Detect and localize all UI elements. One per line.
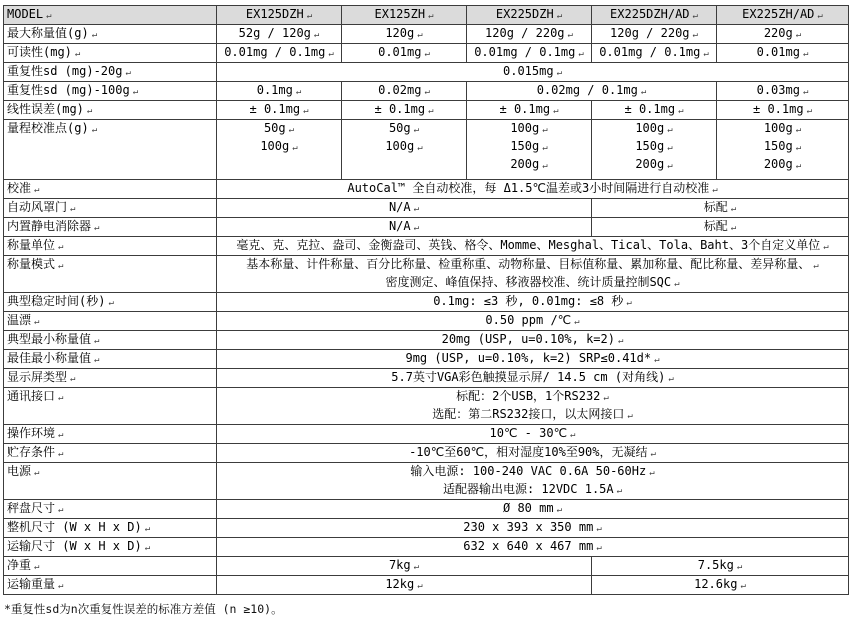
- spec-value: 0.1mg ↵: [217, 82, 342, 101]
- spec-value: 0.50 ppm /℃ ↵: [217, 312, 849, 331]
- row-power: [4, 463, 849, 500]
- spec-value: 0.1mg: ≤3 秒, 0.01mg: ≤8 秒 ↵: [217, 293, 849, 312]
- row-label: 可读性(mg) ↵: [4, 44, 217, 63]
- header-model-label: MODEL ↵: [4, 6, 217, 25]
- spec-value: 输入电源: 100-240 VAC 0.6A 50-60Hz ↵ 适配器输出电源: 12VDC 1.5A ↵: [217, 463, 849, 500]
- spec-value: 标配 ↵: [592, 218, 849, 237]
- row-label: 重复性sd (mg)-100g ↵: [4, 82, 217, 101]
- row-label: 最佳最小称量值 ↵: [4, 350, 217, 369]
- spec-table: [3, 5, 849, 595]
- row-label: 最大称量值(g) ↵: [4, 25, 217, 44]
- header-model-ex225zh-ad: EX225ZH/AD ↵: [717, 6, 849, 25]
- row-span-calibration-points: [4, 120, 849, 180]
- spec-value: 0.02mg ↵: [342, 82, 467, 101]
- row-optimal-min-weight: [4, 350, 849, 369]
- spec-value: 120g / 220g ↵: [592, 25, 717, 44]
- row-stabilization-time: [4, 293, 849, 312]
- row-label: 校准 ↵: [4, 180, 217, 199]
- spec-value: N/A ↵: [217, 199, 592, 218]
- spec-value: 0.01mg / 0.1mg ↵: [467, 44, 592, 63]
- row-label: 操作环境 ↵: [4, 425, 217, 444]
- row-label: 典型最小称量值 ↵: [4, 331, 217, 350]
- spec-value: 100g ↵ 150g ↵ 200g ↵: [467, 120, 592, 180]
- spec-value: 7kg ↵: [217, 557, 592, 576]
- spec-value: 0.03mg ↵: [717, 82, 849, 101]
- row-label: 电源 ↵: [4, 463, 217, 500]
- spec-value: 基本称量、计件称量、百分比称量、检重称重、动物称量、目标值称量、累加称量、配比称量、差异称量、 ↵ 密度测定、峰值保持、移液器校准、统计质量控制SQC ↵: [217, 256, 849, 293]
- spec-value: 100g ↵ 150g ↵ 200g ↵: [717, 120, 849, 180]
- row-label: 自动风罩门 ↵: [4, 199, 217, 218]
- spec-value: 230 x 393 x 350 mm ↵: [217, 519, 849, 538]
- spec-value: ± 0.1mg ↵: [467, 101, 592, 120]
- row-pan-size: [4, 500, 849, 519]
- row-shipping-weight: [4, 576, 849, 595]
- spec-value: 0.015mg ↵: [217, 63, 849, 82]
- header-model-ex125dzh: EX125DZH ↵: [217, 6, 342, 25]
- row-calibration: [4, 180, 849, 199]
- footnote: *重复性sd为n次重复性误差的标准方差值 (n ≥10)。: [4, 602, 283, 616]
- spec-value: ± 0.1mg ↵: [342, 101, 467, 120]
- row-repeatability-20g: [4, 63, 849, 82]
- row-max-capacity: [4, 25, 849, 44]
- spec-value: 0.01mg / 0.1mg ↵: [217, 44, 342, 63]
- spec-value: 100g ↵ 150g ↵ 200g ↵: [592, 120, 717, 180]
- spec-value: 632 x 640 x 467 mm ↵: [217, 538, 849, 557]
- spec-value: 标配：2个USB，1个RS232 ↵ 选配：第二RS232接口，以太网接口 ↵: [217, 388, 849, 425]
- row-label: 整机尺寸 (W x H x D) ↵: [4, 519, 217, 538]
- row-net-weight: [4, 557, 849, 576]
- row-label: 运输尺寸 (W x H x D) ↵: [4, 538, 217, 557]
- row-label: 称量模式 ↵: [4, 256, 217, 293]
- spec-value: 0.01mg ↵: [717, 44, 849, 63]
- row-label: 线性误差(mg) ↵: [4, 101, 217, 120]
- row-display-type: [4, 369, 849, 388]
- spec-value: 5.7英寸VGA彩色触摸显示屏/ 14.5 cm (对角线) ↵: [217, 369, 849, 388]
- spec-value: AutoCal™ 全自动校准，每 Δ1.5℃温差或3小时间隔进行自动校准 ↵: [217, 180, 849, 199]
- row-temperature-drift: [4, 312, 849, 331]
- spec-value: 220g ↵: [717, 25, 849, 44]
- row-label: 量程校准点(g) ↵: [4, 120, 217, 180]
- header-row: [4, 6, 849, 25]
- row-label: 通讯接口 ↵: [4, 388, 217, 425]
- spec-value: ± 0.1mg ↵: [217, 101, 342, 120]
- row-linearity: [4, 101, 849, 120]
- row-label: 称量单位 ↵: [4, 237, 217, 256]
- row-typical-min-weight: [4, 331, 849, 350]
- spec-value: 12.6kg ↵: [592, 576, 849, 595]
- row-weighing-modes: [4, 256, 849, 293]
- row-label: 净重 ↵: [4, 557, 217, 576]
- header-model-ex125zh: EX125ZH ↵: [342, 6, 467, 25]
- row-label: 运输重量 ↵: [4, 576, 217, 595]
- spec-value: ± 0.1mg ↵: [592, 101, 717, 120]
- spec-value: 120g ↵: [342, 25, 467, 44]
- header-model-ex225dzh-ad: EX225DZH/AD ↵: [592, 6, 717, 25]
- row-readability: [4, 44, 849, 63]
- row-label: 内置静电消除器 ↵: [4, 218, 217, 237]
- row-label: 秤盘尺寸 ↵: [4, 500, 217, 519]
- row-auto-draftshield-door: [4, 199, 849, 218]
- spec-value: 50g ↵ 100g ↵: [217, 120, 342, 180]
- spec-value: N/A ↵: [217, 218, 592, 237]
- spec-value: 9mg (USP, u=0.10%, k=2) SRP≤0.41d* ↵: [217, 350, 849, 369]
- header-model-ex225dzh: EX225DZH ↵: [467, 6, 592, 25]
- row-operating-environment: [4, 425, 849, 444]
- spec-value: ± 0.1mg ↵: [717, 101, 849, 120]
- spec-value: 12kg ↵: [217, 576, 592, 595]
- spec-value: 52g / 120g ↵: [217, 25, 342, 44]
- row-repeatability-100g: [4, 82, 849, 101]
- spec-value: 50g ↵ 100g ↵: [342, 120, 467, 180]
- row-label: 贮存条件 ↵: [4, 444, 217, 463]
- row-shipping-dimensions: [4, 538, 849, 557]
- spec-value: 毫克、克、克拉、盎司、金衡盎司、英钱、格令、Momme、Mesghal、Tical、Tola、Baht、3个自定义单位 ↵: [217, 237, 849, 256]
- spec-value: 0.01mg / 0.1mg ↵: [592, 44, 717, 63]
- spec-value: 0.02mg / 0.1mg ↵: [467, 82, 717, 101]
- row-label: 显示屏类型 ↵: [4, 369, 217, 388]
- spec-value: 10℃ - 30℃ ↵: [217, 425, 849, 444]
- spec-value: 7.5kg ↵: [592, 557, 849, 576]
- spec-value: Ø 80 mm ↵: [217, 500, 849, 519]
- spec-value: 120g / 220g ↵: [467, 25, 592, 44]
- spec-value: -10℃至60℃，相对湿度10%至90%，无凝结 ↵: [217, 444, 849, 463]
- spec-value: 20mg (USP, u=0.10%, k=2) ↵: [217, 331, 849, 350]
- row-label: 温漂 ↵: [4, 312, 217, 331]
- row-internal-ionizer: [4, 218, 849, 237]
- row-label: 重复性sd (mg)-20g ↵: [4, 63, 217, 82]
- row-storage-conditions: [4, 444, 849, 463]
- row-label: 典型稳定时间(秒) ↵: [4, 293, 217, 312]
- row-weighing-units: [4, 237, 849, 256]
- row-overall-dimensions: [4, 519, 849, 538]
- row-communication: [4, 388, 849, 425]
- spec-value: 标配 ↵: [592, 199, 849, 218]
- spec-value: 0.01mg ↵: [342, 44, 467, 63]
